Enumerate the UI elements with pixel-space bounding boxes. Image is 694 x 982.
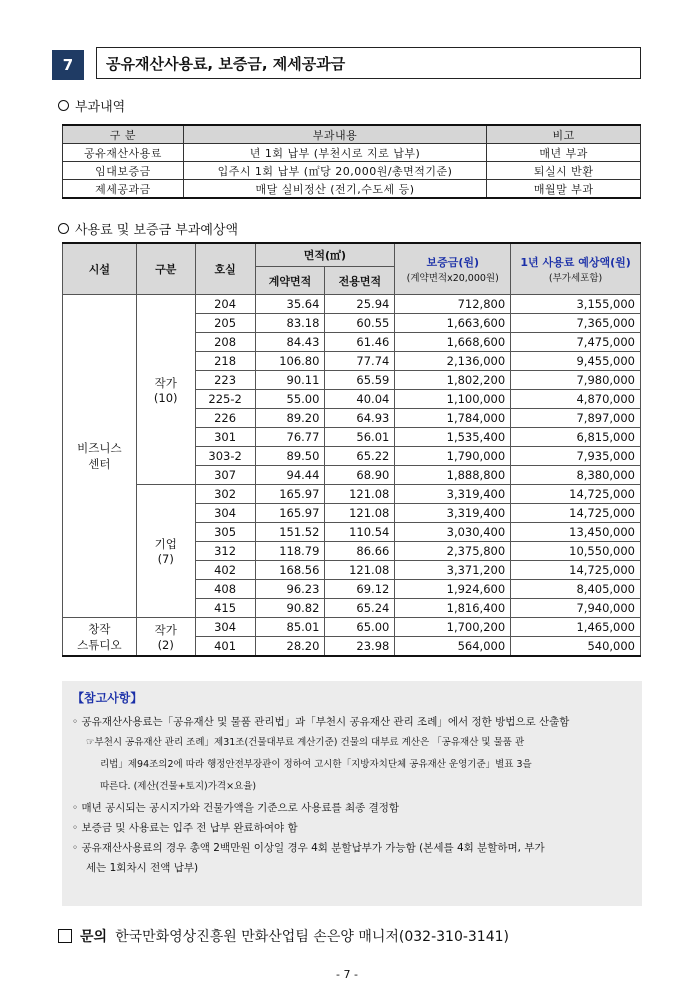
exclusive-area-cell: 65.22: [325, 447, 395, 466]
fee-cell: 제세공과금: [63, 180, 184, 199]
room-cell: 218: [195, 352, 255, 371]
fee-table: [62, 124, 641, 199]
fee-cell: 9,455,000: [511, 352, 641, 371]
room-cell: 312: [195, 542, 255, 561]
header-deposit-label: 보증금(원): [426, 256, 480, 269]
category-cell: 기업 (7): [136, 485, 195, 618]
fee-cell: 7,980,000: [511, 371, 641, 390]
fee-cell: 6,815,000: [511, 428, 641, 447]
deposit-cell: 3,371,200: [395, 561, 511, 580]
deposit-cell: 2,375,800: [395, 542, 511, 561]
rent-heading-text: 사용료 및 보증금 부과예상액: [75, 223, 239, 238]
deposit-cell: 1,924,600: [395, 580, 511, 599]
header-deposit: [395, 243, 511, 295]
exclusive-area-cell: 56.01: [325, 428, 395, 447]
exclusive-area-cell: 121.08: [325, 504, 395, 523]
fee-cell: 입주시 1회 납부 (㎡당 20,000원/총면적기준): [183, 162, 486, 180]
deposit-cell: 1,784,000: [395, 409, 511, 428]
deposit-cell: 1,888,800: [395, 466, 511, 485]
fee-table-header: [63, 125, 641, 144]
room-cell: 415: [195, 599, 255, 618]
rent-heading: [58, 219, 238, 238]
fee-cell: 4,870,000: [511, 390, 641, 409]
room-cell: 307: [195, 466, 255, 485]
table-row: [63, 144, 641, 162]
header-fee-label: 1년 사용료 예상액(원): [520, 256, 631, 269]
fee-cell: 임대보증금: [63, 162, 184, 180]
note-item: ◦ 공유재산사용료는「공유재산 및 물품 관리법」과「부천시 공유재산 관리 조례」에서 정한 방법으로 산출함: [72, 716, 570, 728]
note-item: 리법」제94조의2에 따라 행정안전부장관이 정하여 고시한「지방자치단체 공유재산 운영기준」별표 3을: [100, 759, 532, 770]
exclusive-area-cell: 65.00: [325, 618, 395, 637]
contract-area-cell: 85.01: [255, 618, 325, 637]
exclusive-area-cell: 77.74: [325, 352, 395, 371]
contract-area-cell: 84.43: [255, 333, 325, 352]
exclusive-area-cell: 110.54: [325, 523, 395, 542]
category-cell: 작가 (10): [136, 295, 195, 485]
fee-cell: 매년 부과: [487, 144, 641, 162]
notes-box: [62, 681, 642, 906]
room-cell: 204: [195, 295, 255, 314]
fee-cell: 13,450,000: [511, 523, 641, 542]
contract-area-cell: 76.77: [255, 428, 325, 447]
fee-header-remarks: 비고: [487, 125, 641, 144]
header-fee-sub: (부가세포함): [548, 273, 603, 284]
deposit-cell: 1,700,200: [395, 618, 511, 637]
fee-cell: 7,935,000: [511, 447, 641, 466]
room-cell: 301: [195, 428, 255, 447]
fee-cell: 8,405,000: [511, 580, 641, 599]
contract-area-cell: 83.18: [255, 314, 325, 333]
contract-area-cell: 151.52: [255, 523, 325, 542]
fee-cell: 540,000: [511, 637, 641, 657]
header-room: 호실: [195, 243, 255, 295]
facility-cell: 비즈니스 센터: [63, 295, 137, 618]
room-cell: 208: [195, 333, 255, 352]
contract-area-cell: 89.50: [255, 447, 325, 466]
contract-area-cell: 89.20: [255, 409, 325, 428]
fee-cell: 14,725,000: [511, 485, 641, 504]
contract-area-cell: 165.97: [255, 485, 325, 504]
fee-cell: 8,380,000: [511, 466, 641, 485]
fee-cell: 14,725,000: [511, 504, 641, 523]
exclusive-area-cell: 121.08: [325, 561, 395, 580]
exclusive-area-cell: 25.94: [325, 295, 395, 314]
table-row: [63, 295, 641, 314]
deposit-cell: 3,319,400: [395, 485, 511, 504]
fee-cell: 14,725,000: [511, 561, 641, 580]
room-cell: 303-2: [195, 447, 255, 466]
exclusive-area-cell: 61.46: [325, 333, 395, 352]
table-row: [63, 162, 641, 180]
fee-cell: 7,897,000: [511, 409, 641, 428]
contract-area-cell: 94.44: [255, 466, 325, 485]
contract-area-cell: 118.79: [255, 542, 325, 561]
fee-header-content: 부과내용: [183, 125, 486, 144]
deposit-cell: 712,800: [395, 295, 511, 314]
circle-bullet-icon: [58, 223, 69, 234]
deposit-cell: 564,000: [395, 637, 511, 657]
room-cell: 305: [195, 523, 255, 542]
exclusive-area-cell: 64.93: [325, 409, 395, 428]
deposit-cell: 1,668,600: [395, 333, 511, 352]
fee-cell: 매월말 부과: [487, 180, 641, 199]
contact-label: 문의: [80, 929, 108, 945]
exclusive-area-cell: 86.66: [325, 542, 395, 561]
deposit-cell: 1,100,000: [395, 390, 511, 409]
exclusive-area-cell: 68.90: [325, 466, 395, 485]
checkbox-square-icon: [58, 929, 72, 943]
fee-cell: 매달 실비정산 (전기,수도세 등): [183, 180, 486, 199]
fee-cell: 년 1회 납부 (부천시로 지로 납부): [183, 144, 486, 162]
room-cell: 205: [195, 314, 255, 333]
header-facility: 시설: [63, 243, 137, 295]
deposit-cell: 1,663,600: [395, 314, 511, 333]
fee-cell: 공유재산사용료: [63, 144, 184, 162]
fee-cell: 7,475,000: [511, 333, 641, 352]
note-item: 따른다. (제산(건물+토지)가격×요율): [100, 781, 257, 792]
contract-area-cell: 168.56: [255, 561, 325, 580]
fee-cell: 3,155,000: [511, 295, 641, 314]
fee-header-category: 구 분: [63, 125, 184, 144]
category-cell: 작가 (2): [136, 618, 195, 657]
contract-area-cell: 28.20: [255, 637, 325, 657]
exclusive-area-cell: 40.04: [325, 390, 395, 409]
fee-heading-text: 부과내역: [75, 100, 126, 115]
table-row: [63, 485, 641, 504]
fee-heading: [58, 96, 125, 115]
notes-title: 【참고사항】: [72, 691, 143, 705]
fee-cell: 10,550,000: [511, 542, 641, 561]
fee-cell: 1,465,000: [511, 618, 641, 637]
note-item: ◦ 보증금 및 사용료는 입주 전 납부 완료하여야 함: [72, 822, 298, 834]
deposit-cell: 3,030,400: [395, 523, 511, 542]
contract-area-cell: 55.00: [255, 390, 325, 409]
header-exclusive-area: 전용면적: [325, 267, 395, 295]
contract-area-cell: 165.97: [255, 504, 325, 523]
note-item: ◦ 공유재산사용료의 경우 총액 2백만원 이상일 경우 4회 분할납부가 가능함 (본세를 4회 분할하며, 부가: [72, 842, 545, 854]
note-item: 세는 1회차시 전액 납부): [86, 862, 199, 874]
room-cell: 225-2: [195, 390, 255, 409]
note-item: ◦ 매년 공시되는 공시지가와 건물가액을 기준으로 사용료를 최종 결정함: [72, 802, 400, 814]
deposit-cell: 1,790,000: [395, 447, 511, 466]
page-number: - 7 -: [336, 968, 358, 981]
contract-area-cell: 90.82: [255, 599, 325, 618]
header-category: 구분: [136, 243, 195, 295]
table-row: [63, 618, 641, 637]
header-area: 면적(㎡): [255, 243, 395, 267]
contact-text: 한국만화영상진흥원 만화산업팀 손은양 매니저(032-310-3141): [115, 929, 509, 945]
rent-table: [62, 242, 641, 657]
exclusive-area-cell: 60.55: [325, 314, 395, 333]
circle-bullet-icon: [58, 100, 69, 111]
deposit-cell: 3,319,400: [395, 504, 511, 523]
exclusive-area-cell: 69.12: [325, 580, 395, 599]
contract-area-cell: 35.64: [255, 295, 325, 314]
room-cell: 402: [195, 561, 255, 580]
room-cell: 408: [195, 580, 255, 599]
contact-line: [58, 926, 509, 946]
contract-area-cell: 96.23: [255, 580, 325, 599]
room-cell: 304: [195, 504, 255, 523]
fee-cell: 퇴실시 반환: [487, 162, 641, 180]
header-deposit-sub: (계약면적x20,000원): [406, 273, 499, 284]
exclusive-area-cell: 65.59: [325, 371, 395, 390]
exclusive-area-cell: 23.98: [325, 637, 395, 657]
section-number: 7: [52, 50, 84, 80]
deposit-cell: 1,535,400: [395, 428, 511, 447]
room-cell: 302: [195, 485, 255, 504]
room-cell: 304: [195, 618, 255, 637]
header-fee: [511, 243, 641, 295]
room-cell: 226: [195, 409, 255, 428]
exclusive-area-cell: 65.24: [325, 599, 395, 618]
fee-cell: 7,365,000: [511, 314, 641, 333]
facility-cell: 창작 스튜디오: [63, 618, 137, 657]
deposit-cell: 1,816,400: [395, 599, 511, 618]
room-cell: 223: [195, 371, 255, 390]
fee-cell: 7,940,000: [511, 599, 641, 618]
section-title: 공유재산사용료, 보증금, 제세공과금: [96, 47, 641, 79]
deposit-cell: 1,802,200: [395, 371, 511, 390]
contract-area-cell: 106.80: [255, 352, 325, 371]
table-row: [63, 180, 641, 199]
rent-table-body: [63, 295, 641, 657]
header-contract-area: 계약면적: [255, 267, 325, 295]
deposit-cell: 2,136,000: [395, 352, 511, 371]
note-item: ☞부천시 공유재산 관리 조례」제31조(건물대부료 계산기준) 건물의 대부료 계산은 「공유재산 및 물품 관: [86, 737, 525, 748]
contract-area-cell: 90.11: [255, 371, 325, 390]
exclusive-area-cell: 121.08: [325, 485, 395, 504]
room-cell: 401: [195, 637, 255, 657]
